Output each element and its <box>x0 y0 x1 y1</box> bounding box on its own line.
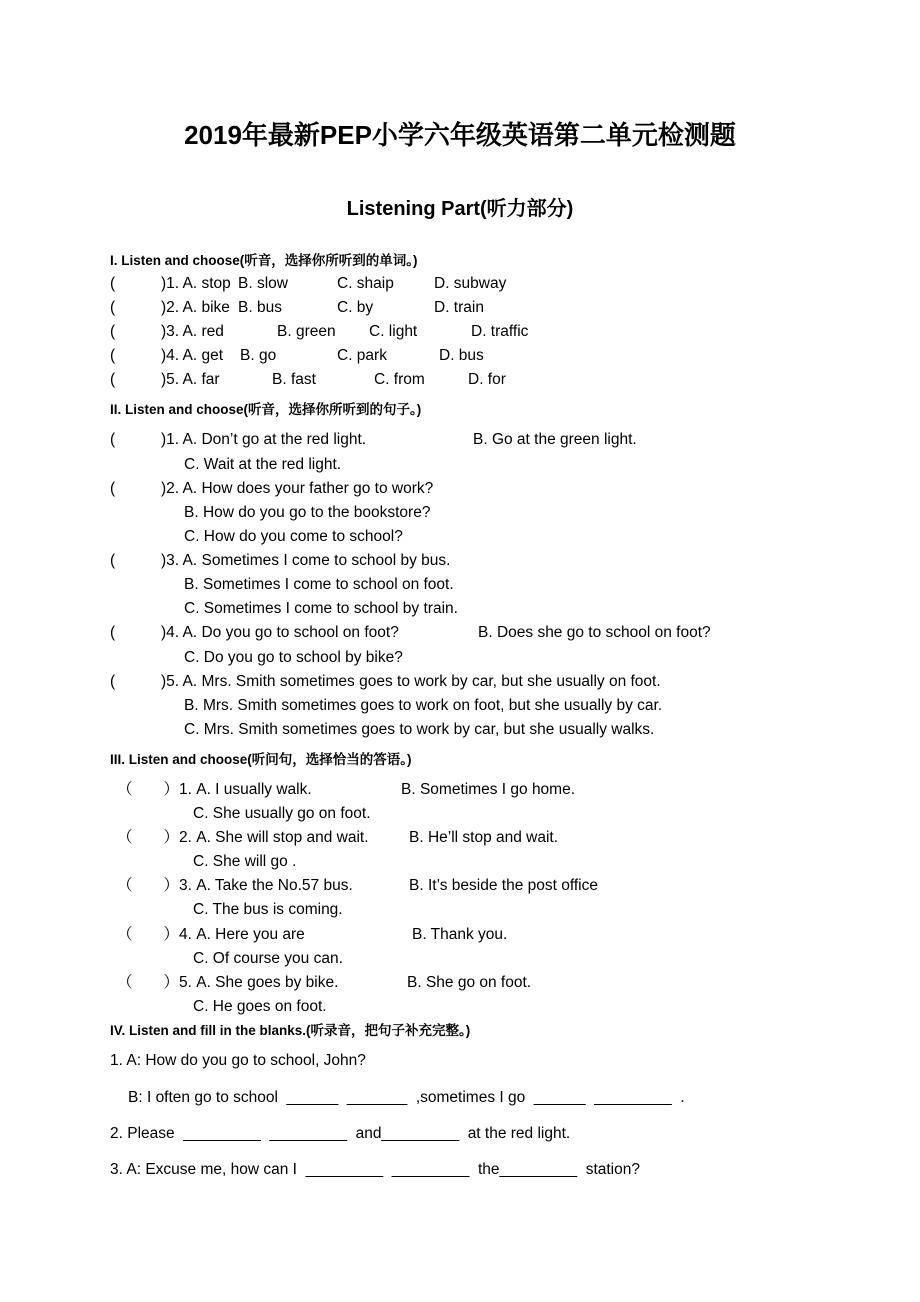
option-c: C. Mrs. Smith sometimes goes to work by car, but she usually walks. <box>184 721 655 738</box>
answer-paren: ( <box>110 624 116 641</box>
option-b: B. It’s beside the post office <box>409 877 598 894</box>
option-c: C. Wait at the red light. <box>184 456 342 473</box>
option-c: C. park <box>337 347 387 364</box>
option-c: C. light <box>369 323 418 340</box>
option-d: D. subway <box>434 275 507 292</box>
option-b: B. She go on foot. <box>407 974 532 991</box>
option-b: B. How do you go to the bookstore? <box>184 504 431 521</box>
answer-paren: ( <box>110 552 116 569</box>
option-a: （ ）1. A. I usually walk. <box>117 781 312 798</box>
option-c: C. Sometimes I come to school by train. <box>184 600 458 617</box>
section-1-header: I. Listen and choose(听音，选择你所听到的单词。) <box>110 253 418 268</box>
page-title: 2019年最新PEP小学六年级英语第二单元检测题 <box>184 120 736 150</box>
option-c: C. from <box>374 371 425 388</box>
option-b: B. bus <box>238 299 282 316</box>
answer-paren: ( <box>110 480 116 497</box>
option-b: B. Sometimes I come to school on foot. <box>184 576 454 593</box>
section-2-header: II. Listen and choose(听音，选择你所听到的句子。) <box>110 402 422 417</box>
answer-paren: ( <box>110 673 116 690</box>
option-b: B. Thank you. <box>412 926 508 943</box>
option-d: D. train <box>434 299 484 316</box>
page-subtitle: Listening Part(听力部分) <box>346 198 574 220</box>
option-c: C. How do you come to school? <box>184 528 403 545</box>
option-a: （ ）5. A. She goes by bike. <box>117 974 339 991</box>
option-b: B. slow <box>238 275 288 292</box>
option-a: )4. A. get <box>161 347 224 364</box>
option-a: )4. A. Do you go to school on foot? <box>161 624 399 641</box>
option-a: （ ）3. A. Take the No.57 bus. <box>117 877 353 894</box>
option-c: C. She will go . <box>193 853 297 870</box>
option-b: B. Sometimes I go home. <box>401 781 576 798</box>
option-b: B. green <box>277 323 336 340</box>
option-d: D. for <box>468 371 506 388</box>
fill-question-1b: B: I often go to school ______ _______ ,sometimes I go ______ _________ . <box>128 1089 685 1106</box>
option-a: )3. A. red <box>161 323 224 340</box>
option-d: D. traffic <box>471 323 529 340</box>
option-c: C. shaip <box>337 275 394 292</box>
option-c: C. He goes on foot. <box>193 998 327 1015</box>
option-a: )2. A. bike <box>161 299 230 316</box>
answer-paren: ( <box>110 371 116 388</box>
answer-paren: ( <box>110 299 116 316</box>
option-b: B. Mrs. Smith sometimes goes to work on foot, but she usually by car. <box>184 697 663 714</box>
option-a: )2. A. How does your father go to work? <box>161 480 434 497</box>
option-a: （ ）4. A. Here you are <box>117 926 305 943</box>
option-a: )5. A. far <box>161 371 220 388</box>
fill-question-3: 3. A: Excuse me, how can I _________ _________ the_________ station? <box>110 1161 640 1178</box>
option-c: C. She usually go on foot. <box>193 805 371 822</box>
answer-paren: ( <box>110 323 116 340</box>
section-4-header: IV. Listen and fill in the blanks.(听录音，把句子补充完整。) <box>110 1023 471 1038</box>
answer-paren: ( <box>110 431 116 448</box>
fill-question-2: 2. Please _________ _________ and_________ at the red light. <box>110 1125 571 1142</box>
answer-paren: ( <box>110 275 116 292</box>
answer-paren: ( <box>110 347 116 364</box>
section-3-header: III. Listen and choose(听问句，选择恰当的答语。) <box>110 752 412 767</box>
option-c: C. Do you go to school by bike? <box>184 649 403 666</box>
option-a: （ ）2. A. She will stop and wait. <box>117 829 369 846</box>
option-b: B. Go at the green light. <box>473 431 637 448</box>
option-c: C. by <box>337 299 374 316</box>
option-c: C. Of course you can. <box>193 950 343 967</box>
option-c: C. The bus is coming. <box>193 901 343 918</box>
option-b: B. go <box>240 347 277 364</box>
fill-question-1a: 1. A: How do you go to school, John? <box>110 1052 366 1069</box>
option-b: B. He’ll stop and wait. <box>409 829 559 846</box>
option-a: )5. A. Mrs. Smith sometimes goes to work by car, but she usually on foot. <box>161 673 661 690</box>
option-a: )1. A. Don’t go at the red light. <box>161 431 367 448</box>
option-a: )1. A. stop <box>161 275 231 292</box>
option-a: )3. A. Sometimes I come to school by bus. <box>161 552 451 569</box>
option-d: D. bus <box>439 347 484 364</box>
option-b: B. fast <box>272 371 316 388</box>
option-b: B. Does she go to school on foot? <box>478 624 711 641</box>
